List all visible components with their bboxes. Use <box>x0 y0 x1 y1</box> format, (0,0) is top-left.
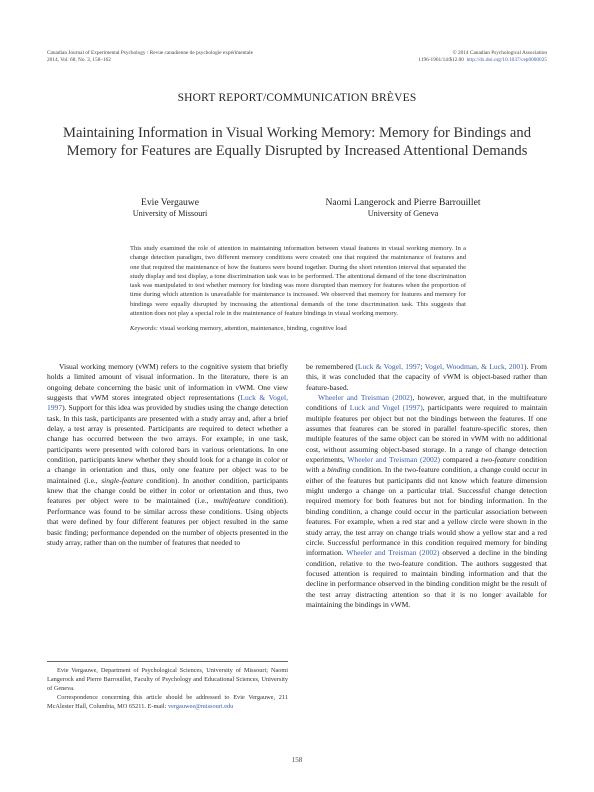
author-name: Naomi Langerock and Pierre Barrouillet <box>325 197 481 208</box>
article-title: Maintaining Information in Visual Working Memory: Memory for Bindings and Memory for Features are Equally Disrupted by Increased Attentional Demands <box>62 125 531 159</box>
running-header-right <box>418 50 547 64</box>
page-number: 158 <box>291 756 303 764</box>
author-block-1 <box>110 197 230 219</box>
paragraph: Wheeler and Treisman (2002), however, argued that, in the multifeature conditions of Luck and Vogel (1997), participants were required to maintain multiple features per object but not the bindings between the features. If one assumes that features can be stored in parallel feature-specific stores, then multiple features of the same object can be stored in vWM with no additional cost, without assuming object-based storage. In a range of change detection experiments, Wheeler and Treisman (2002) compared a two-feature condition with a binding condition. In the two-feature condition, a change could occur in either of the features but participants did not know which feature dimension might undergo a change on a particular trial. Successful change detection required memory for both features but not for binding information. In the binding condition, a change could occur in the particular association between features. For example, when a red star and a yellow circle were shown in the study array, the test array on change trials would show a yellow star and a red circle. Successful performance in this condition required memory for binding information. Wheeler and Treisman (2002) observed a decline in the binding condition, relative to the two-feature condition. The authors suggested that focused attention is required to maintain binding information and that the decline in performance observed in the binding condition might be the result of the test array distracting attention so that it is no longer available for maintaining the bindings in vWM. <box>306 393 548 609</box>
body-column-right <box>306 362 547 610</box>
email-link[interactable]: vergauwee@missouri.edu <box>167 703 234 711</box>
citation-link[interactable]: Wheeler and Treisman (2002) <box>346 548 440 558</box>
author-note-correspondence: Correspondence concerning this article should be addressed to Evie Vergauwe, 211 McAlester Hall, Columbia, MO 65211. E-mail: vergauwee@missouri.edu <box>47 694 288 711</box>
citation-link[interactable]: Wheeler and Treisman (2002) <box>318 393 413 403</box>
volume-line: 2014, Vol. 68, No. 3, 158–162 <box>47 57 111 63</box>
body-column-left <box>47 362 288 548</box>
keywords-text: visual working memory, attention, maintenance, binding, cognitive load <box>159 325 347 332</box>
journal-line: Canadian Journal of Experimental Psychology / Revue canadienne de psychologie expérimentale <box>47 50 253 56</box>
copyright-line: © 2014 Canadian Psychological Association <box>452 50 547 56</box>
citation-link[interactable]: Wheeler and Treisman (2002) <box>347 455 441 465</box>
footnote-divider <box>47 661 288 662</box>
citation-link[interactable]: Luck and Vogel (1997) <box>349 403 423 413</box>
keywords-label: Keywords: <box>130 325 158 332</box>
author-note <box>47 666 288 711</box>
section-heading: SHORT REPORT/COMMUNICATION BRÈVES <box>177 92 417 104</box>
running-header-left <box>47 50 253 64</box>
author-affiliation: University of Missouri <box>132 209 208 218</box>
author-block-2 <box>318 197 488 219</box>
citation-link[interactable]: Luck & Vogel, 1997 <box>47 393 288 413</box>
author-name: Evie Vergauwe <box>141 197 199 208</box>
issn: 1196-1961/14/$12.00 <box>418 57 464 63</box>
paragraph: be remembered (Luck & Vogel, 1997; Vogel, Woodman, & Luck, 2001). From this, it was concluded that the capacity of vWM is object-based rather than feature-based. <box>306 362 548 392</box>
paragraph: Visual working memory (vWM) refers to the cognitive system that briefly holds a limited amount of visual information. In the literature, there is an ongoing debate concerning the basic unit of information in vWM. One view suggests that vWM stores integrated object representations (Luck & Vogel, 1997). Support for this idea was provided by studies using the change detection task. In this task, participants are presented with a study array and, after a brief delay, a test array is presented. Participants are required to detect whether a change has occurred between the two arrays. For example, in one task, participants were presented with colored bars in various orientations. In one condition, participants knew whether they should look for a change in color or a change in orientation and thus, only one feature per object was to be maintained (i.e., single-feature condition). In another condition, participants knew that the change could be either in color or orientation and thus, two features per object were to be maintained (i.e., multifeature condition). Performance was found to be similar across these conditions. Using objects that were defined by four different features per object resulted in the same basic finding; performance depended on the number of objects presented in the study array, rather than on the number of features that needed to <box>47 362 288 547</box>
citation-link[interactable]: Luck & Vogel, 1997 <box>357 362 421 371</box>
citation-link[interactable]: Vogel, Woodman, & Luck, 2001 <box>424 362 524 371</box>
author-note-affiliations: Evie Vergauwe, Department of Psychological Sciences, University of Missouri; Naomi Langerock and Pierre Barrouillet, Faculty of Psychology and Educational Sciences, University of Geneva. <box>47 667 288 693</box>
author-affiliation: University of Geneva <box>367 209 439 218</box>
keywords <box>130 324 466 333</box>
abstract: This study examined the role of attention in maintaining information between visual features in visual working memory. In a change detection paradigm, two different memory conditions were created: one that required the maintenance of features and one that required the maintenance of how the features were bound together. During the short retention interval that separated the study display and test display, a tone discrimination task was to be performed. The attentional demand of the tone discrimination task was manipulated to test whether memory for binding was more disrupted than memory for features when the proportion of time during which attention is unavailable for maintenance is increased. We observed that memory for features and memory for bindings were equally disrupted by increasing the attentional demands of the tone discrimination task. This suggests that attention does not play a special role in the maintenance of feature bindings in visual working memory. <box>130 245 466 318</box>
doi-link[interactable]: http://dx.doi.org/10.1037/cep0000025 <box>466 57 547 63</box>
